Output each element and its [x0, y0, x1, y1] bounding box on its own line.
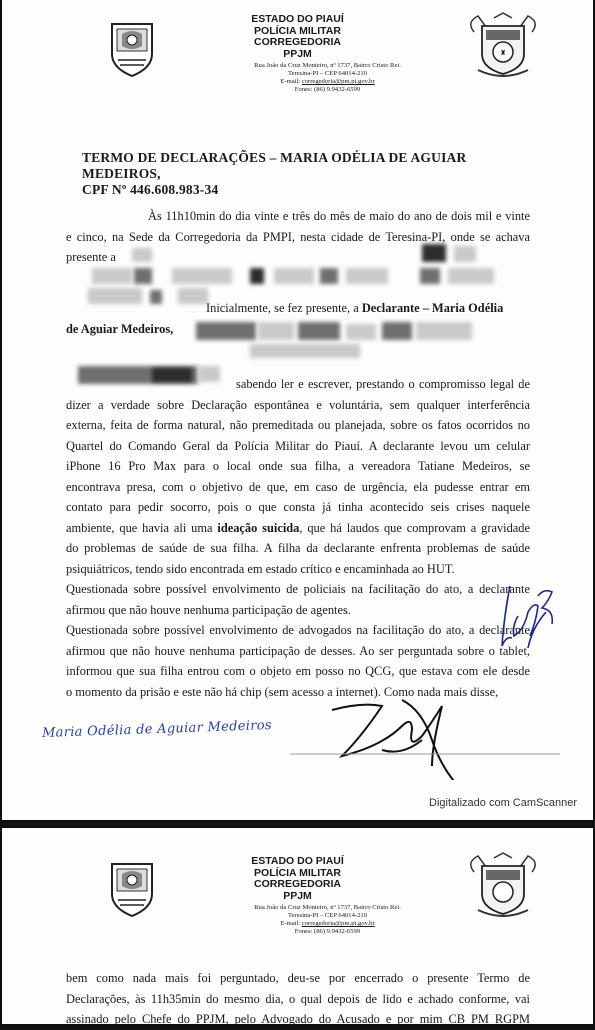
redacted-block: [258, 322, 294, 340]
redacted-block: [416, 322, 472, 340]
signature-line: [290, 752, 560, 756]
redacted-block: [134, 268, 152, 284]
paragraph-closing: bem como nada mais foi perguntado, deu-se por encerrado o presente Termo de Declarações, às 11h35min do mesmo dia, o qual depois de lido e achado conforme, vai assinado pelo Chefe do PPJM, pelo Advogado do Acusado e por mim CB PM RGPM: [66, 971, 530, 1026]
letterhead: [2, 14, 593, 94]
scanner-watermark: Digitalizado com CamScanner: [429, 797, 577, 809]
document-page-1: [2, 0, 593, 820]
title-line-2: CPF Nº 446.608.983-34: [82, 182, 219, 197]
paragraph-statement: sabendo ler e escrever, prestando o compromisso legal de dizer a verdade sobre Declaração espontânea e voluntária, sem qualquer interferência externa, feita de forma natural, não premeditada ou planejada, sobre os fatos ocorridos no Quartel do Comando Geral da Polícia Militar do Piauí. A declarante levou um celular iPhone 16 Pro Max para o local onde sua filha, a vereadora Tatiane Medeiros, se encontrava presa, com o objetivo de que, em caso de urgência, ela pudesse entrar em contato para pedir socorro, pois o que consta já tinha acontecido seis crises naquele ambiente, que havia ali uma ideação suicida, que há laudos que comprovam a gravidade do problemas de saúde de sua filha. A filha da declarante enfrenta problemas de saúde psiquiátricos, tendo sido encontrada em estado crítico e encaminhada ao HUT.: [66, 377, 531, 576]
title-line-1: TERMO DE DECLARAÇÕES – MARIA ODÉLIA DE AGUIAR MEDEIROS,: [82, 150, 467, 181]
paragraph-lawyer-question: Questionada sobre possível envolvimento de advogados na facilitação do ato, a declarante afirmou que não houve nenhuma participação de desses. Ao ser perguntada sobre o tablet, informou que sua filha entrou com o objeto em posso no QCG, que estava com ele desde o momento da prisão e este não há chip (sem acesso a internet). Como nada mais disse,: [66, 623, 530, 699]
letterhead-unit: PPJM: [283, 47, 312, 60]
letterhead-office: CORREGEDORIA: [254, 36, 341, 48]
redacted-block: [274, 268, 314, 284]
redacted-block: [298, 322, 340, 340]
letterhead-police: POLÍCIA MILITAR: [254, 24, 341, 37]
redacted-block: [422, 244, 446, 262]
margin-initials-signature: [488, 576, 568, 676]
redacted-block: [420, 268, 440, 284]
paragraph-declarant: Inicialmente, se fez presente, a Declarante – Maria Odélia de Aguiar Medeiros,: [66, 301, 504, 336]
document-page-2: [2, 828, 593, 1024]
redacted-block: [448, 268, 494, 284]
email-link[interactable]: corregedoria@pm.pi.gov.br: [301, 78, 375, 85]
redacted-block: [320, 268, 338, 284]
letterhead-phone: Fones: (86) 9.9432-6599: [294, 86, 361, 93]
redacted-block: [250, 344, 360, 358]
svg-text:♜: ♜: [499, 49, 507, 57]
redacted-block: [346, 324, 376, 340]
letterhead-page-2: ESTADO DO PIAUÍ POLÍCIA MILITAR CORREGEDORIA PPJM Rua João da Cruz Monteiro, nº 1737, Bairro Cristo Rei. Teresina-PI – CEP 64014-210 E-mail: corregedoria@pm.pi.gov.br Fones: (86) 9.9432-6599: [251, 855, 401, 935]
redacted-block: [196, 322, 256, 340]
letterhead-cep: Teresina-PI – CEP 64014-210: [288, 70, 367, 77]
paragraph-police-question: Questionada sobre possível envolvimento de policiais na facilitação do ato, a declarante afirmou que não houve nenhuma participação de agentes.: [66, 582, 530, 617]
declarant-signature-scribble: [312, 680, 482, 780]
redacted-block: [250, 268, 264, 284]
letterhead-state: ESTADO DO PIAUÍ: [251, 13, 344, 25]
redacted-block: [382, 322, 412, 340]
letterhead-address: Rua João da Cruz Monteiro, nº 1737, Bairro Cristo Rei.: [254, 62, 401, 69]
letterhead-email: E-mail: corregedoria@pm.pi.gov.br: [280, 78, 375, 85]
paragraph-opening: Às 11h10min do dia vinte e três do mês de maio do ano de dois mil e vinte e cinco, na Sede da Corregedoria da PMPI, nesta cidade de Teresina-PI, onde se achava presente a: [66, 209, 530, 264]
email-link[interactable]: corregedoria@pm.pi.gov.br: [301, 920, 375, 927]
document-title: [82, 150, 522, 198]
declarant-name-handwritten: Maria Odélia de Aguiar Medeiros: [41, 717, 273, 742]
redacted-block: [132, 248, 152, 262]
redacted-block: [346, 268, 388, 284]
redacted-block: [454, 246, 476, 262]
redacted-block: [92, 268, 132, 284]
redacted-block: [172, 268, 232, 284]
